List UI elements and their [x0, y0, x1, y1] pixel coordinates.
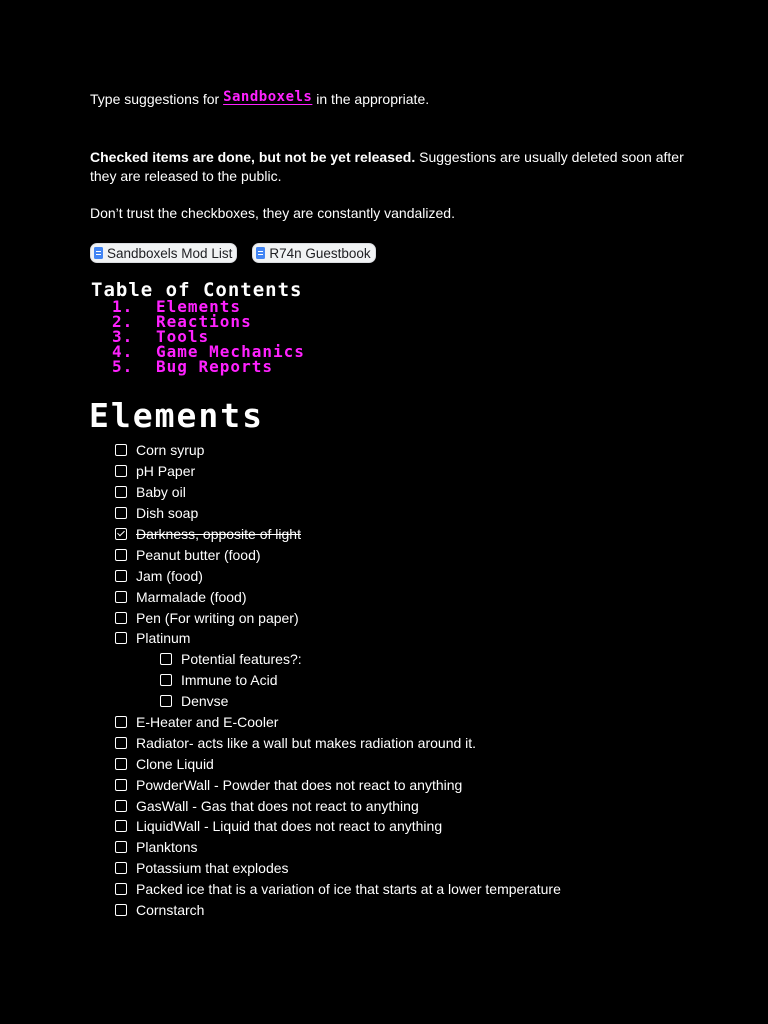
checklist-item [115, 503, 561, 524]
checkbox-checked[interactable] [115, 528, 127, 540]
checklist-item-label: Potassium that explodes [136, 860, 289, 877]
checklist-item [115, 691, 561, 712]
checklist-item [115, 732, 561, 753]
checklist-item-label: GasWall - Gas that does not react to anything [136, 797, 419, 814]
toc-label: Reactions [156, 312, 252, 331]
toc-list [112, 299, 305, 374]
google-doc-icon [256, 247, 265, 259]
checklist-item-label: Corn syrup [136, 442, 205, 459]
checklist-item-label: pH Paper [136, 463, 196, 480]
checklist-item [115, 544, 561, 565]
checklist-item [115, 879, 561, 900]
checklist-item [115, 482, 561, 503]
checkbox[interactable] [115, 737, 127, 749]
toc-label: Tools [156, 327, 210, 346]
checklist-item [115, 565, 561, 586]
checklist-item [115, 900, 561, 921]
checklist-item-label: LiquidWall - Liquid that does not react to anything [136, 818, 443, 835]
toc-number: 1. [112, 297, 134, 316]
checkbox[interactable] [115, 444, 127, 456]
checkbox[interactable] [115, 591, 127, 603]
checkbox[interactable] [115, 549, 127, 561]
chip-label: R74n Guestbook [269, 245, 371, 261]
checklist-item-label: Cornstarch [136, 902, 205, 919]
checklist-item [115, 712, 561, 733]
checkbox[interactable] [115, 904, 127, 916]
elements-checklist [115, 440, 561, 920]
toc-number: 2. [112, 312, 134, 331]
checkbox[interactable] [115, 632, 127, 644]
toc-label: Bug Reports [156, 357, 273, 376]
checkbox[interactable] [115, 570, 127, 582]
toc-link-bug-reports[interactable] [112, 359, 305, 374]
checklist-item-label: Platinum [136, 630, 191, 647]
checkbox[interactable] [115, 465, 127, 477]
checklist-item-label: E-Heater and E-Cooler [136, 714, 279, 731]
checklist-item-label: Marmalade (food) [136, 588, 247, 605]
checklist-item [115, 649, 561, 670]
intro-paragraph [90, 90, 429, 110]
checklist-item [115, 753, 561, 774]
checkbox[interactable] [115, 883, 127, 895]
checklist-item-label: Planktons [136, 839, 198, 856]
toc-number: 3. [112, 327, 134, 346]
smart-chips [90, 243, 376, 263]
checklist-item-label: Jam (food) [136, 567, 203, 584]
elements-heading: Elements [89, 396, 264, 435]
checklist-item [115, 774, 561, 795]
checklist-item [115, 586, 561, 607]
toc-heading: Table of Contents [91, 279, 303, 301]
checkbox[interactable] [115, 758, 127, 770]
toc-number: 5. [112, 357, 134, 376]
checkbox-warning: Don’t trust the checkboxes, they are constantly vandalized. [90, 205, 455, 221]
checklist-item-label: Potential features?: [181, 651, 302, 668]
google-doc-icon [94, 247, 103, 259]
checkbox[interactable] [115, 820, 127, 832]
checkbox[interactable] [115, 862, 127, 874]
checklist-item [115, 795, 561, 816]
checklist-item-label: Denvse [181, 693, 229, 710]
intro-text-before: Type suggestions for [90, 91, 224, 107]
toc-label: Elements [156, 297, 242, 316]
checklist-item [115, 858, 561, 879]
toc-number: 4. [112, 342, 134, 361]
checklist-item [115, 461, 561, 482]
checklist-item-label: Clone Liquid [136, 755, 214, 772]
checklist-item [115, 628, 561, 649]
checklist-item-label: PowderWall - Powder that does not react to anything [136, 776, 463, 793]
checklist-item-label: Packed ice that is a variation of ice that starts at a lower temperature [136, 881, 561, 898]
checkbox[interactable] [115, 800, 127, 812]
notice-rest-text: Suggestions are usually deleted soon after they are released to the public. [90, 149, 684, 184]
checkbox[interactable] [115, 486, 127, 498]
checklist-item [115, 440, 561, 461]
checkbox[interactable] [115, 716, 127, 728]
chip-r74n-guestbook[interactable] [252, 243, 375, 263]
checkbox[interactable] [160, 695, 172, 707]
sandboxels-link[interactable]: Sandboxels [223, 89, 313, 105]
checklist-item [115, 670, 561, 691]
checklist-item [115, 607, 561, 628]
intro-text-after: in the appropriate. [312, 91, 430, 107]
chip-sandboxels-mod-list[interactable] [90, 243, 237, 263]
checklist-item [115, 524, 561, 545]
checklist-item-label: Darkness, opposite of light [136, 526, 301, 542]
checklist-item [115, 837, 561, 858]
checkbox[interactable] [115, 841, 127, 853]
checklist-item-label: Peanut butter (food) [136, 546, 261, 563]
checkbox[interactable] [115, 779, 127, 791]
checklist-item-label: Dish soap [136, 505, 199, 522]
checkbox[interactable] [160, 674, 172, 686]
checklist-item-label: Radiator- acts like a wall but makes radiation around it. [136, 734, 477, 751]
checkbox[interactable] [115, 612, 127, 624]
toc-label: Game Mechanics [156, 342, 305, 361]
checklist-item [115, 816, 561, 837]
checklist-item-label: Baby oil [136, 484, 186, 501]
checked-items-notice [90, 148, 690, 186]
chip-label: Sandboxels Mod List [107, 245, 233, 261]
checkbox[interactable] [115, 507, 127, 519]
checklist-item-label: Immune to Acid [181, 672, 278, 689]
notice-bold-text: Checked items are done, but not be yet released. [90, 149, 416, 165]
checkbox[interactable] [160, 653, 172, 665]
checklist-item-label: Pen (For writing on paper) [136, 609, 299, 626]
